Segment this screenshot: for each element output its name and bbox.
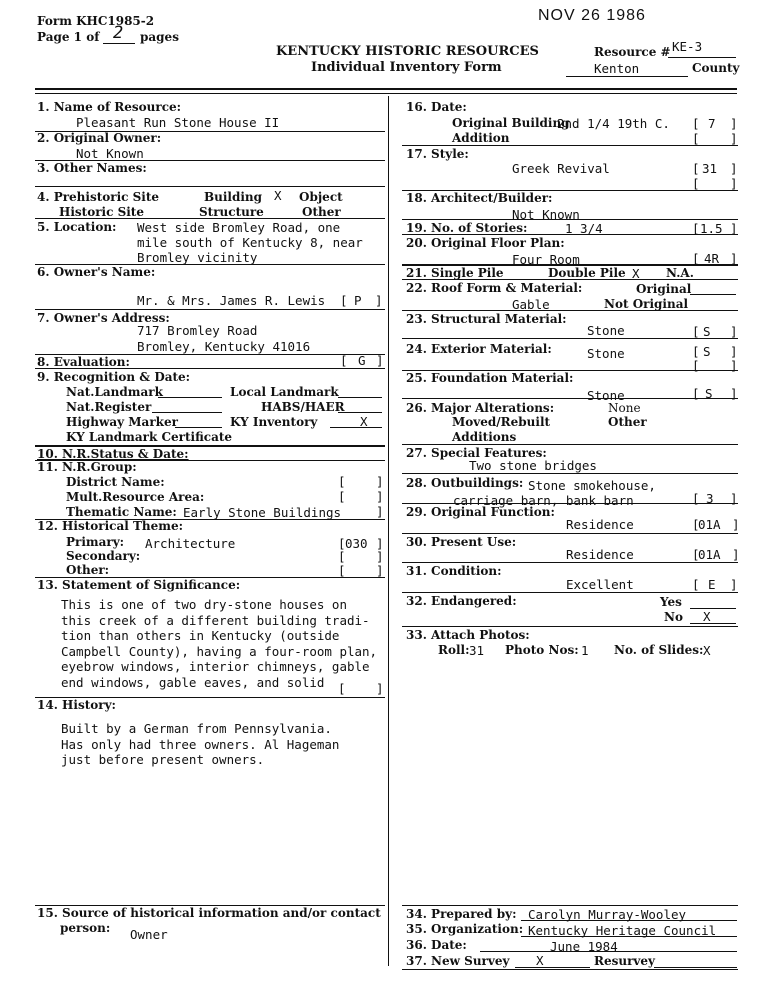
field-4-historic: Historic Site bbox=[59, 205, 144, 219]
field-26-label: 26. Major Alterations: bbox=[406, 401, 555, 415]
primary-theme-close: ] bbox=[376, 536, 384, 551]
evaluation-close: ] bbox=[376, 353, 384, 368]
field-23-label: 23. Structural Material: bbox=[406, 312, 567, 326]
secondary-close: ] bbox=[376, 549, 384, 564]
owner-code: P bbox=[354, 293, 362, 308]
field-11-label: 11. N.R.Group: bbox=[37, 460, 137, 474]
roll-label: Roll: bbox=[438, 643, 470, 657]
significance-open: [ bbox=[338, 681, 346, 696]
floor-plan-open: [ bbox=[692, 251, 700, 266]
field-27-label: 27. Special Features: bbox=[406, 446, 547, 460]
resource-name-value: Pleasant Run Stone House II bbox=[76, 115, 280, 130]
roll-value: 31 bbox=[469, 643, 485, 658]
exterior-open: [ bbox=[692, 344, 700, 359]
moved-rebuilt-label: Moved/Rebuilt bbox=[452, 415, 551, 429]
field-4-prehistoric: 4. Prehistoric Site bbox=[37, 190, 160, 204]
field-15-label: 15. Source of historical information and/or contact bbox=[37, 906, 381, 920]
orig-function-close: ] bbox=[732, 517, 740, 532]
condition-open: [ bbox=[692, 577, 700, 592]
local-landmark-label: Local Landmark bbox=[230, 385, 339, 399]
location-line-1: West side Bromley Road, one bbox=[137, 220, 341, 235]
condition-close: ] bbox=[730, 577, 738, 592]
present-use-code: 01A bbox=[698, 547, 721, 562]
foundation-code: S bbox=[705, 386, 713, 401]
ky-landmark-cert-label: KY Landmark Certificate bbox=[66, 430, 233, 444]
exterior-code: S bbox=[703, 344, 711, 359]
evaluation-code: G bbox=[358, 353, 366, 368]
endangered-yes-label: Yes bbox=[660, 595, 682, 609]
na-label: N.A. bbox=[666, 266, 694, 280]
field-22-label: 22. Roof Form & Material: bbox=[406, 281, 583, 295]
evaluation-open: [ bbox=[340, 353, 348, 368]
outbuildings-line-2: carriage barn, bank barn bbox=[453, 493, 634, 508]
present-use-value: Residence bbox=[566, 547, 634, 562]
form-number: Form KHC1985-2 bbox=[37, 14, 155, 28]
owner-address-line-2: Bromley, Kentucky 41016 bbox=[137, 339, 311, 354]
field-2-label: 2. Original Owner: bbox=[37, 131, 162, 145]
secondary-open: [ bbox=[338, 549, 346, 564]
mult-close: ] bbox=[376, 489, 384, 504]
orig-function-code: 01A bbox=[698, 517, 721, 532]
thematic-name-value: Early Stone Buildings bbox=[183, 505, 342, 520]
style-value: Greek Revival bbox=[512, 161, 610, 176]
new-survey-mark: X bbox=[536, 953, 544, 968]
original-owner-value: Not Known bbox=[76, 146, 144, 161]
stories-close: ] bbox=[730, 221, 738, 236]
orig-building-close: ] bbox=[730, 116, 738, 131]
field-31-label: 31. Condition: bbox=[406, 564, 502, 578]
foundation-open: [ bbox=[692, 386, 700, 401]
resource-number-value: KE-3 bbox=[672, 39, 703, 54]
field-34-label: 34. Prepared by: bbox=[406, 907, 517, 921]
floor-plan-value: Four Room bbox=[512, 252, 580, 267]
history-text: Built by a German from Pennsylvania. Has only had three owners. Al Hageman just before present owners. bbox=[61, 721, 340, 768]
nat-register-label: Nat.Register bbox=[66, 400, 152, 414]
outbuildings-open: [ bbox=[692, 491, 700, 506]
source-value: Owner bbox=[130, 927, 168, 942]
other-theme-label: Other: bbox=[66, 563, 110, 577]
alterations-none: None bbox=[608, 401, 641, 415]
field-4-object: Object bbox=[299, 190, 343, 204]
district-open: [ bbox=[338, 474, 346, 489]
addition-label: Addition bbox=[452, 131, 510, 145]
structural-value: Stone bbox=[587, 323, 625, 338]
field-28-label: 28. Outbuildings: bbox=[406, 476, 524, 490]
owner-name-value: Mr. & Mrs. James R. Lewis bbox=[137, 293, 326, 308]
field-7-label: 7. Owner's Address: bbox=[37, 311, 170, 325]
significance-text: This is one of two dry-stone houses on this creek of a different building tradi- tion than others in Kentucky (outside Campbell County), having a four-room plan, eyebrow windows, interior chimneys, gable end windows, gable eaves, and solid bbox=[61, 597, 378, 690]
owner-address-line-1: 717 Bromley Road bbox=[137, 323, 258, 338]
additions-label: Additions bbox=[452, 430, 517, 444]
organization-value: Kentucky Heritage Council bbox=[528, 923, 717, 938]
field-21-label: 21. Single Pile bbox=[406, 266, 504, 280]
addition-close: ] bbox=[730, 131, 738, 146]
exterior2-close: ] bbox=[730, 358, 738, 373]
present-use-close: ] bbox=[732, 547, 740, 562]
exterior-close: ] bbox=[730, 344, 738, 359]
photo-nos-value: 1 bbox=[581, 643, 589, 658]
field-8-label: 8. Evaluation: bbox=[37, 355, 130, 369]
page-total: 2 bbox=[113, 23, 124, 43]
floor-plan-code: 4R bbox=[704, 251, 720, 266]
style2-close: ] bbox=[730, 176, 738, 191]
location-line-3: Bromley vicinity bbox=[137, 250, 258, 265]
resurvey-label: Resurvey bbox=[594, 954, 655, 968]
style-open: [ bbox=[692, 161, 700, 176]
significance-close: ] bbox=[376, 681, 384, 696]
outbuildings-close: ] bbox=[730, 491, 738, 506]
field-29-label: 29. Original Function: bbox=[406, 505, 555, 519]
field-30-label: 30. Present Use: bbox=[406, 535, 517, 549]
county-label: County bbox=[692, 61, 740, 75]
district-close: ] bbox=[376, 474, 384, 489]
roof-original-label: Original bbox=[636, 282, 692, 296]
style2-open: [ bbox=[692, 176, 700, 191]
highway-marker-label: Highway Marker bbox=[66, 415, 178, 429]
field-3-label: 3. Other Names: bbox=[37, 161, 147, 175]
primary-theme-open: [ bbox=[338, 536, 346, 551]
owner-code-open: [ bbox=[340, 293, 348, 308]
architect-value: Not Known bbox=[512, 207, 580, 222]
present-use-open: [ bbox=[692, 547, 700, 562]
field-24-label: 24. Exterior Material: bbox=[406, 342, 552, 356]
foundation-close: ] bbox=[730, 386, 738, 401]
foundation-value: Stone bbox=[587, 388, 625, 403]
addition-open: [ bbox=[692, 131, 700, 146]
photo-nos-label: Photo Nos: bbox=[505, 643, 579, 657]
field-1-label: 1. Name of Resource: bbox=[37, 100, 182, 114]
pages-word: pages bbox=[140, 30, 179, 44]
structural-close: ] bbox=[730, 324, 738, 339]
primary-theme-label: Primary: bbox=[66, 535, 125, 549]
endangered-no-mark: X bbox=[703, 609, 711, 624]
prepared-by-value: Carolyn Murray-Wooley bbox=[528, 907, 687, 922]
primary-theme-value: Architecture bbox=[145, 536, 236, 551]
field-4-building: Building bbox=[204, 190, 263, 204]
thematic-name-label: Thematic Name: bbox=[66, 505, 177, 519]
form-title: KENTUCKY HISTORIC RESOURCES bbox=[276, 44, 539, 59]
habs-haer-label: HABS/HAER bbox=[261, 400, 345, 414]
ky-inventory-mark: X bbox=[360, 414, 368, 429]
exterior-value: Stone bbox=[587, 346, 625, 361]
field-9-label: 9. Recognition & Date: bbox=[37, 370, 191, 384]
field-4-mark: X bbox=[274, 188, 282, 203]
orig-function-open: [ bbox=[692, 517, 700, 532]
thematic-close: ] bbox=[376, 504, 384, 519]
endangered-no-label: No bbox=[664, 610, 683, 624]
style-close: ] bbox=[730, 161, 738, 176]
field-20-label: 20. Original Floor Plan: bbox=[406, 236, 565, 250]
floor-plan-close: ] bbox=[730, 251, 738, 266]
field-32-label: 32. Endangered: bbox=[406, 594, 517, 608]
resource-number-label: Resource # bbox=[594, 45, 671, 59]
field-17-label: 17. Style: bbox=[406, 147, 469, 161]
roof-not-original-label: Not Original bbox=[604, 297, 689, 311]
field-4-structure: Structure bbox=[199, 205, 264, 219]
outbuildings-line-1: Stone smokehouse, bbox=[528, 478, 656, 493]
exterior2-open: [ bbox=[692, 358, 700, 373]
stories-open: [ bbox=[692, 221, 700, 236]
field-36-label: 36. Date: bbox=[406, 938, 467, 952]
orig-building-open: [ bbox=[692, 116, 700, 131]
stories-code: 1.5 bbox=[700, 221, 723, 236]
field-19-label: 19. No. of Stories: bbox=[406, 221, 528, 235]
double-pile-mark: X bbox=[632, 266, 640, 281]
owner-code-close: ] bbox=[375, 293, 383, 308]
alterations-other: Other bbox=[608, 415, 647, 429]
county-value: Kenton bbox=[594, 61, 640, 76]
mult-open: [ bbox=[338, 489, 346, 504]
special-features-value: Two stone bridges bbox=[469, 458, 597, 473]
field-6-label: 6. Owner's Name: bbox=[37, 265, 156, 279]
district-name-label: District Name: bbox=[66, 475, 165, 489]
field-12-label: 12. Historical Theme: bbox=[37, 519, 184, 533]
field-18-label: 18. Architect/Builder: bbox=[406, 191, 553, 205]
stories-value: 1 3/4 bbox=[565, 221, 603, 236]
original-building-value: 2nd 1/4 19th C. bbox=[557, 116, 670, 131]
prepared-date-value: June 1984 bbox=[550, 939, 618, 954]
slides-label: No. of Slides: bbox=[614, 643, 704, 657]
other-close: ] bbox=[376, 563, 384, 578]
ky-inventory-label: KY Inventory bbox=[230, 415, 318, 429]
structural-code: S bbox=[703, 324, 711, 339]
primary-theme-code: 030 bbox=[345, 536, 368, 551]
field-4-other: Other bbox=[302, 205, 341, 219]
field-33-label: 33. Attach Photos: bbox=[406, 628, 530, 642]
secondary-theme-label: Secondary: bbox=[66, 549, 141, 563]
condition-value: Excellent bbox=[566, 577, 634, 592]
structural-open: [ bbox=[692, 324, 700, 339]
mult-resource-label: Mult.Resource Area: bbox=[66, 490, 205, 504]
style-code: 31 bbox=[702, 161, 718, 176]
field-35-label: 35. Organization: bbox=[406, 922, 524, 936]
field-10-label: 10. N.R.Status & Date: bbox=[37, 447, 189, 461]
other-open: [ bbox=[338, 563, 346, 578]
original-function-value: Residence bbox=[566, 517, 634, 532]
received-stamp-date: NOV 26 1986 bbox=[538, 7, 646, 24]
field-14-label: 14. History: bbox=[37, 698, 116, 712]
page-prefix: Page 1 of bbox=[37, 30, 100, 44]
field-13-label: 13. Statement of Significance: bbox=[37, 578, 241, 592]
field-37-label: 37. New Survey bbox=[406, 954, 510, 968]
field-15-person: person: bbox=[60, 921, 111, 935]
original-building-label: Original Building bbox=[452, 116, 570, 130]
roof-value: Gable bbox=[512, 297, 550, 312]
outbuildings-code: 3 bbox=[706, 491, 714, 506]
nat-landmark-label: Nat.Landmark bbox=[66, 385, 163, 399]
form-subtitle: Individual Inventory Form bbox=[311, 60, 502, 75]
field-5-label: 5. Location: bbox=[37, 220, 117, 234]
location-line-2: mile south of Kentucky 8, near bbox=[137, 235, 363, 250]
orig-building-code: 7 bbox=[708, 116, 716, 131]
field-16-label: 16. Date: bbox=[406, 100, 467, 114]
double-pile-label: Double Pile bbox=[548, 266, 626, 280]
field-25-label: 25. Foundation Material: bbox=[406, 371, 574, 385]
slides-value: X bbox=[703, 643, 711, 658]
condition-code: E bbox=[708, 577, 716, 592]
